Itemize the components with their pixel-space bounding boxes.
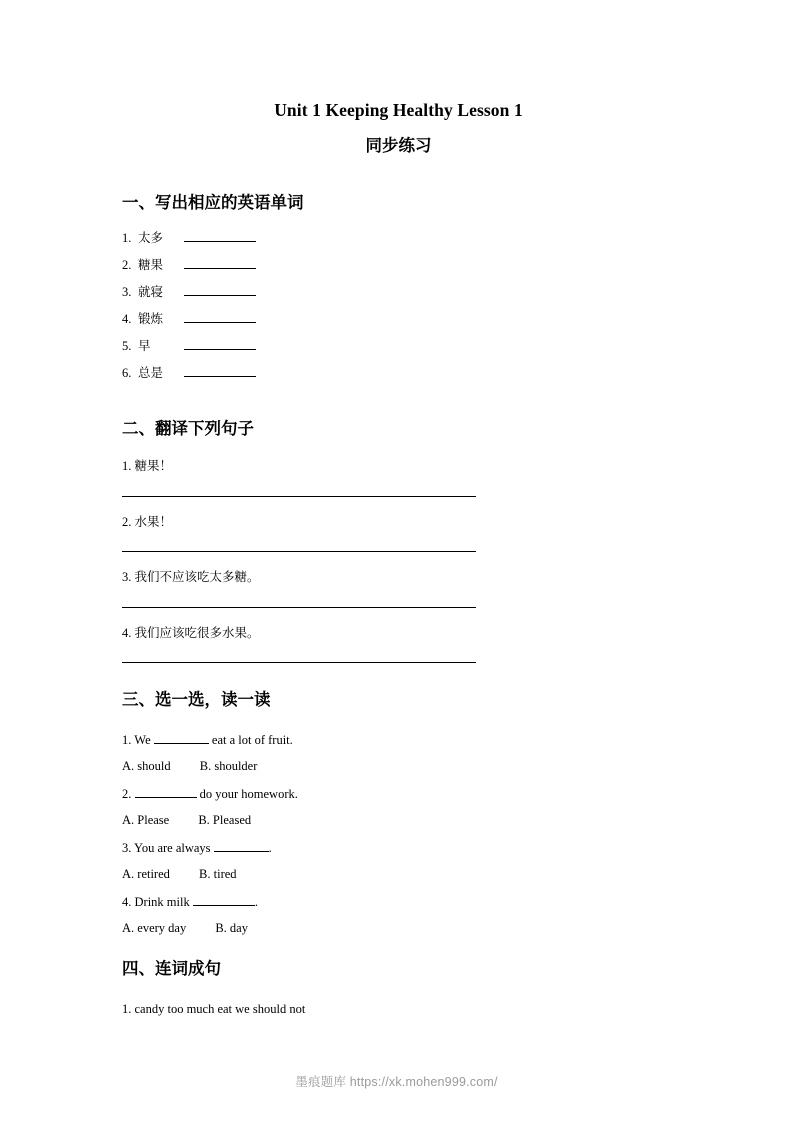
answer-blank[interactable] [184,257,256,269]
word-chinese: 早 [138,338,151,353]
mc-question-after: eat a lot of fruit. [211,733,293,748]
answer-blank[interactable] [184,311,256,323]
translation-prompt: 4. 我们应该吃很多水果。 [122,625,260,640]
translation-list [122,439,675,663]
word-chinese: 太多 [138,230,164,245]
word-chinese: 就寝 [138,284,164,299]
word-chinese: 糖果 [138,257,164,272]
mc-question-number: 2. [122,787,132,802]
mc-option-b[interactable]: B. tired [199,866,237,881]
section-heading-one: 一、写出相应的英语单词 [122,193,304,212]
translation-prompt: 3. 我们不应该吃太多糖。 [122,570,260,585]
mc-options [122,909,675,935]
word-row [122,311,675,338]
mc-option-b[interactable]: B. Pleased [198,812,252,827]
document-content [122,0,675,1015]
mc-option-b[interactable]: B. shoulder [199,758,258,773]
mc-answer-blank[interactable] [214,841,269,852]
mc-question-before: We [134,733,151,748]
mc-answer-blank[interactable] [193,895,255,906]
word-row [122,257,675,284]
word-number: 2. [122,257,132,272]
mc-question-number: 1. [122,733,132,748]
word-number: 6. [122,365,132,380]
page-subtitle: 同步练习 [365,137,432,155]
mc-option-a[interactable]: A. Please [122,812,170,827]
section-heading-three: 三、选一选，读一读 [122,691,271,710]
mc-options [122,747,675,773]
mc-question [122,826,675,855]
mc-question-after: do your homework. [199,787,298,802]
word-chinese: 总是 [138,365,164,380]
word-number: 1. [122,230,132,245]
translation-prompt: 1. 糖果！ [122,459,173,474]
word-chinese: 锻炼 [138,311,164,326]
mc-question-number: 4. [122,895,132,910]
mc-option-a[interactable]: A. retired [122,866,170,881]
word-number: 3. [122,284,132,299]
word-list [122,230,675,392]
word-row [122,230,675,257]
mc-option-b[interactable]: B. day [215,920,248,935]
mc-question-after: . [254,895,258,910]
mc-options [122,801,675,827]
word-number: 4. [122,311,132,326]
word-row [122,365,675,392]
mc-options [122,855,675,881]
page-title: Unit 1 Keeping Healthy Lesson 1 [274,100,523,120]
mc-answer-blank[interactable] [135,787,197,798]
section-heading-two: 二、翻译下列句子 [122,419,254,438]
mc-question [122,772,675,801]
mc-question [122,711,675,747]
mc-question-number: 3. [122,841,132,856]
section-heading-four: 四、连词成句 [122,960,221,979]
footer-watermark: 墨痕题库 https://xk.mohen999.com/ [295,1075,498,1089]
mc-option-a[interactable]: A. should [122,758,171,773]
word-number: 5. [122,338,132,353]
mc-question-before: You are always [134,841,211,856]
word-row [122,338,675,365]
word-row [122,284,675,311]
answer-blank[interactable] [184,365,256,377]
sentence-ordering-prompt: 1. candy too much eat we should not [122,1001,306,1016]
mc-question-after: . [268,841,272,856]
answer-blank[interactable] [184,338,256,350]
answer-blank[interactable] [184,230,256,242]
multiple-choice-list [122,711,675,934]
sentence-ordering-list [122,980,675,1016]
mc-option-a[interactable]: A. every day [122,920,187,935]
answer-blank[interactable] [184,284,256,296]
mc-answer-blank[interactable] [154,733,209,744]
mc-question [122,880,675,909]
mc-question-before: Drink milk [134,895,190,910]
translation-prompt: 2. 水果！ [122,514,173,529]
